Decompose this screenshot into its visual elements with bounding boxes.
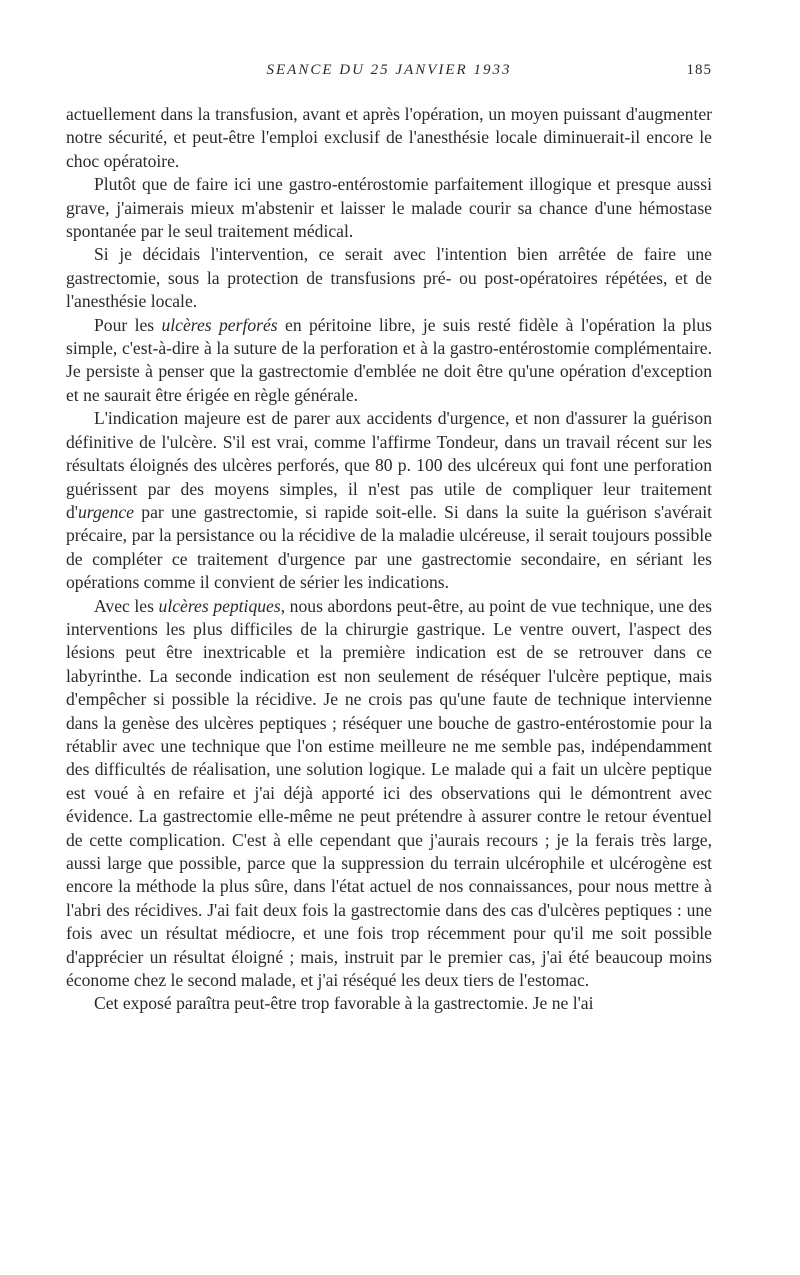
body-text — [66, 103, 712, 1016]
text-run: L'indication majeure est de parer aux accidents d'urgence, et non d'assurer la guérison définitive de l'ulcère. S'il est vrai, comme l'affirme Tondeur, dans un travail récent sur les résultats éloignés des ulcères perforés, que 80 p. 100 des ulcéreux qui font une perforation guérissent par des moyens simples, il n'est pas utile de compliquer leur traitement d' — [66, 408, 712, 522]
paragraph — [66, 173, 712, 243]
paragraph — [66, 407, 712, 594]
running-header — [66, 62, 712, 84]
paragraph — [66, 992, 712, 1015]
paragraph — [66, 243, 712, 313]
page-number: 185 — [686, 62, 712, 78]
paragraph — [66, 595, 712, 993]
italic-term: ulcères perforés — [161, 314, 278, 335]
text-run: Cet exposé paraîtra peut-être trop favorable à la gastrectomie. Je ne l'ai — [94, 993, 594, 1014]
italic-term: ulcères peptiques — [158, 595, 281, 616]
text-run: actuellement dans la transfusion, avant et après l'opération, un moyen puissant d'augmenter notre sécurité, et peut-être l'emploi exclusif de l'anesthésie locale diminuerait-il encore le choc opératoire. — [66, 104, 712, 171]
text-run: Pour les — [94, 314, 162, 335]
paragraph — [66, 314, 712, 408]
paragraph — [66, 103, 712, 173]
text-run: en péritoine libre, je suis resté fidèle à l'opération la plus simple, c'est-à-dire à la suture de la perforation et à la gastro-entérostomie complémentaire. Je persiste à penser que la gastrectomie d'emblée ne doit être qu'une opération d'exception et ne saurait être érigée en règle générale. — [66, 314, 712, 405]
text-run: Plutôt que de faire ici une gastro-entérostomie parfaitement illogique et presque aussi grave, j'aimerais mieux m'abstenir et laisser le malade courir sa chance d'une hémostase spontanée par le seul traitement médical. — [66, 174, 712, 242]
running-title: SEANCE DU 25 JANVIER 1933 — [266, 62, 512, 78]
italic-term: urgence — [77, 501, 134, 522]
text-run: , nous abordons peut-être, au point de vue technique, une des interventions les plus difficiles de la chirurgie gastrique. Le ventre ouvert, l'aspect des lésions peut être inextricable et la première indication est de se retrouver dans ce labyrinthe. La seconde indication est non seulement de réséquer l'ulcère peptique, mais d'empêcher si possible la récidive. Je ne crois pas qu'une faute de technique intervienne dans la genèse des ulcères peptiques ; réséquer une bouche de gastro-entérostomie pour la rétablir avec une technique que l'on estime meilleure ne me semble pas, indépendamment des difficultés de réalisation, une solution logique. Le malade qui a fait un ulcère peptique est voué à en refaire et j'ai déjà apporté ici des observations qui le démontrent avec évidence. La gastrectomie elle-même ne peut prétendre à assurer contre le retour éventuel de cette complication. C'est à elle cependant que j'aurais recours ; je la ferais très large, aussi large que possible, parce que la suppression du terrain ulcérophile et ulcérogène est encore la méthode la plus sûre, dans l'état actuel de nos connaissances, pour nous mettre à l'abri des récidives. J'ai fait deux fois la gastrectomie dans des cas d'ulcères peptiques : une fois avec un résultat médiocre, et une fois trop récemment pour qu'il me soit possible d'apprécier un résultat éloigné ; mais, instruit par le premier cas, j'ai été beaucoup moins économe chez le second malade, et j'ai réséqué les deux tiers de l'estomac. — [66, 595, 712, 991]
text-run: Avec les — [94, 595, 159, 616]
text-run: par une gastrectomie, si rapide soit-elle. Si dans la suite la guérison s'avérait précaire, par la persistance ou la récidive de la maladie ulcéreuse, il serait toujours possible de compléter ce traitement d'urgence par une gastrectomie secondaire, en sériant les opérations comme il convient de sérier les indications. — [66, 501, 712, 593]
text-run: Si je décidais l'intervention, ce serait avec l'intention bien arrêtée de faire une gastrectomie, sous la protection de transfusions pré- ou post-opératoires répétées, et de l'anesthésie locale. — [66, 244, 712, 312]
